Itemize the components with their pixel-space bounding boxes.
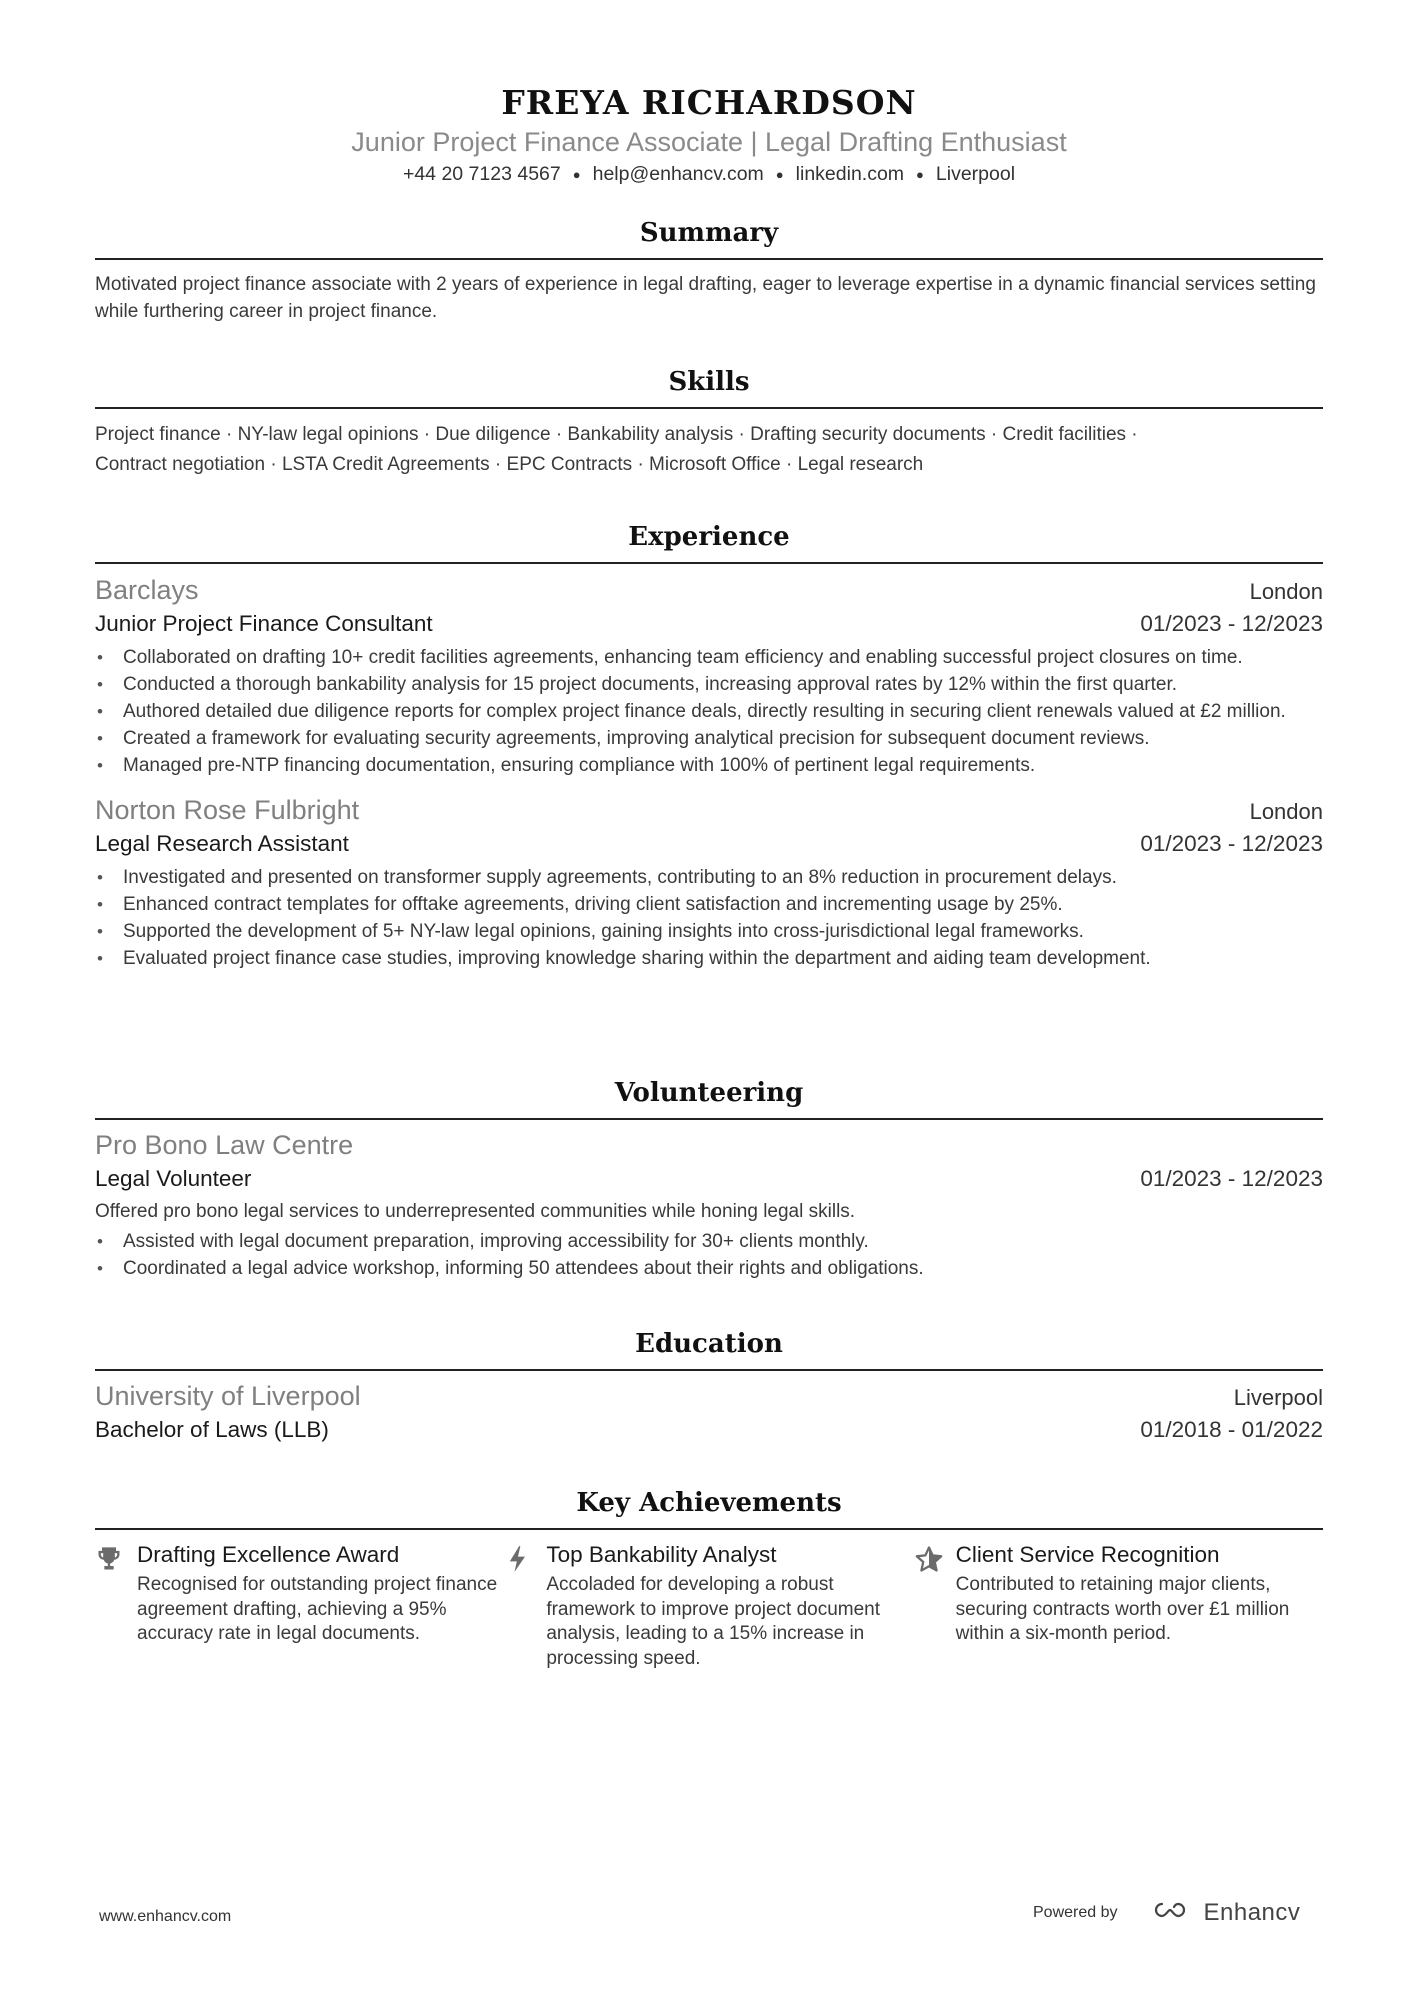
brand-name: Enhancv <box>1203 1898 1301 1926</box>
achievement-item <box>504 1540 913 1671</box>
section-heading-volunteering: Volunteering <box>95 1076 1323 1120</box>
list-item: • Conducted a thorough bankability analysis for 15 project documents, increasing approval rates by 12% within the first quarter. <box>123 671 1323 698</box>
contact-location: Liverpool <box>935 163 1016 185</box>
list-item: • Authored detailed due diligence reports for complex project finance deals, directly resulting in securing client renewals valued at £2 million. <box>123 698 1323 725</box>
experience-entry <box>95 573 1323 779</box>
summary-section <box>95 216 1323 325</box>
volunteering-entry <box>95 1128 1323 1282</box>
list-item: • Evaluated project finance case studies, improving knowledge sharing within the department and aiding team development. <box>123 945 1323 972</box>
job-dates: 01/2023 - 12/2023 <box>1140 831 1323 856</box>
resume-header <box>95 0 1323 189</box>
job-bullets <box>95 644 1323 779</box>
resume-page <box>95 0 1323 1669</box>
contact-phone: +44 20 7123 4567 <box>402 163 561 185</box>
section-heading-summary: Summary <box>95 216 1323 260</box>
achievement-title: Top Bankability Analyst <box>546 1542 777 1567</box>
school-name: University of Liverpool <box>95 1381 361 1411</box>
job-dates: 01/2023 - 12/2023 <box>1140 611 1323 636</box>
list-item: • Assisted with legal document preparation, improving accessibility for 30+ clients monthly. <box>123 1228 1323 1255</box>
section-heading-achievements: Key Achievements <box>95 1486 1323 1530</box>
candidate-title: Junior Project Finance Associate | Legal Drafting Enthusiast <box>351 127 1067 157</box>
job-role: Legal Research Assistant <box>95 831 349 856</box>
volunteering-section <box>95 1076 1323 1282</box>
job-location: London <box>1249 579 1323 604</box>
contact-linkedin[interactable]: linkedin.com <box>795 163 905 185</box>
list-item: • Managed pre-NTP financing documentation, ensuring compliance with 100% of pertinent legal requirements. <box>123 752 1323 779</box>
achievement-description: Accoladed for developing a robust framework to improve project document analysis, leading to a 15% increase in processing speed. <box>546 1574 881 1669</box>
section-heading-education: Education <box>95 1327 1323 1371</box>
list-item: • Enhanced contract templates for offtake agreements, driving client satisfaction and incrementing usage by 25%. <box>123 891 1323 918</box>
job-location: London <box>1249 799 1323 824</box>
education-entry <box>95 1379 1323 1446</box>
achievements-grid <box>95 1540 1323 1671</box>
education-dates: 01/2018 - 01/2022 <box>1140 1417 1323 1442</box>
achievement-description: Recognised for outstanding project finance agreement drafting, achieving a 95% accuracy rate in legal documents. <box>137 1574 498 1644</box>
skills-line-1: Project finance · NY-law legal opinions · Due diligence · Bankability analysis · Drafting security documents · Credit facilities · <box>95 424 1138 445</box>
skills-section <box>95 365 1323 478</box>
star-icon <box>914 1540 956 1671</box>
job-role: Junior Project Finance Consultant <box>95 611 433 636</box>
bullet-separator: ● <box>775 166 784 182</box>
footer-website[interactable]: www.enhancv.com <box>99 1908 232 1925</box>
achievement-item <box>914 1540 1323 1671</box>
volunteer-dates: 01/2023 - 12/2023 <box>1140 1166 1323 1191</box>
achievements-section <box>95 1486 1323 1671</box>
section-heading-skills: Skills <box>95 365 1323 409</box>
achievement-description: Contributed to retaining major clients, securing contracts worth over £1 million within a six-month period. <box>955 1574 1290 1644</box>
volunteer-bullets <box>95 1228 1323 1282</box>
company-name: Norton Rose Fulbright <box>95 795 360 825</box>
degree-name: Bachelor of Laws (LLB) <box>95 1417 329 1442</box>
list-item: • Supported the development of 5+ NY-law legal opinions, gaining insights into cross-jurisdictional legal frameworks. <box>123 918 1323 945</box>
enhancv-logo-icon <box>1146 1898 1194 1927</box>
school-location: Liverpool <box>1233 1385 1323 1410</box>
list-item: • Collaborated on drafting 10+ credit facilities agreements, enhancing team efficiency and enabling successful project closures on time. <box>123 644 1323 671</box>
section-heading-experience: Experience <box>95 520 1323 564</box>
bullet-separator: ● <box>916 166 924 182</box>
candidate-name: FREYA RICHARDSON <box>501 83 917 122</box>
lightning-icon <box>504 1540 546 1671</box>
list-item: • Coordinated a legal advice workshop, informing 50 attendees about their rights and obligations. <box>123 1255 1323 1282</box>
education-section <box>95 1327 1323 1446</box>
experience-section <box>95 520 1323 972</box>
bullet-separator: ● <box>572 166 581 182</box>
powered-by-label: Powered by <box>1033 1903 1118 1921</box>
volunteer-description: Offered pro bono legal services to underrepresented communities while honing legal skills. <box>95 1201 856 1222</box>
achievement-title: Drafting Excellence Award <box>137 1542 400 1567</box>
contact-line <box>95 160 1323 189</box>
list-item: • Created a framework for evaluating security agreements, improving analytical precision for subsequent document reviews. <box>123 725 1323 752</box>
skills-line-2: Contract negotiation · LSTA Credit Agreements · EPC Contracts · Microsoft Office · Legal research <box>95 454 924 475</box>
achievement-item <box>95 1540 504 1671</box>
trophy-icon <box>95 1540 137 1671</box>
achievement-title: Client Service Recognition <box>955 1542 1220 1567</box>
volunteer-role: Legal Volunteer <box>95 1166 252 1191</box>
job-bullets <box>95 864 1323 972</box>
company-name: Barclays <box>95 575 199 605</box>
contact-email[interactable]: help@enhancv.com <box>592 163 764 185</box>
summary-text: Motivated project finance associate with 2 years of experience in legal drafting, eager to leverage expertise in a dynamic financial services setting while furthering career in project finance. <box>95 274 1316 322</box>
list-item: • Investigated and presented on transformer supply agreements, contributing to an 8% reduction in procurement delays. <box>123 864 1323 891</box>
experience-entry <box>95 793 1323 972</box>
organization-name: Pro Bono Law Centre <box>95 1130 354 1160</box>
footer-branding <box>1033 1898 1300 1927</box>
